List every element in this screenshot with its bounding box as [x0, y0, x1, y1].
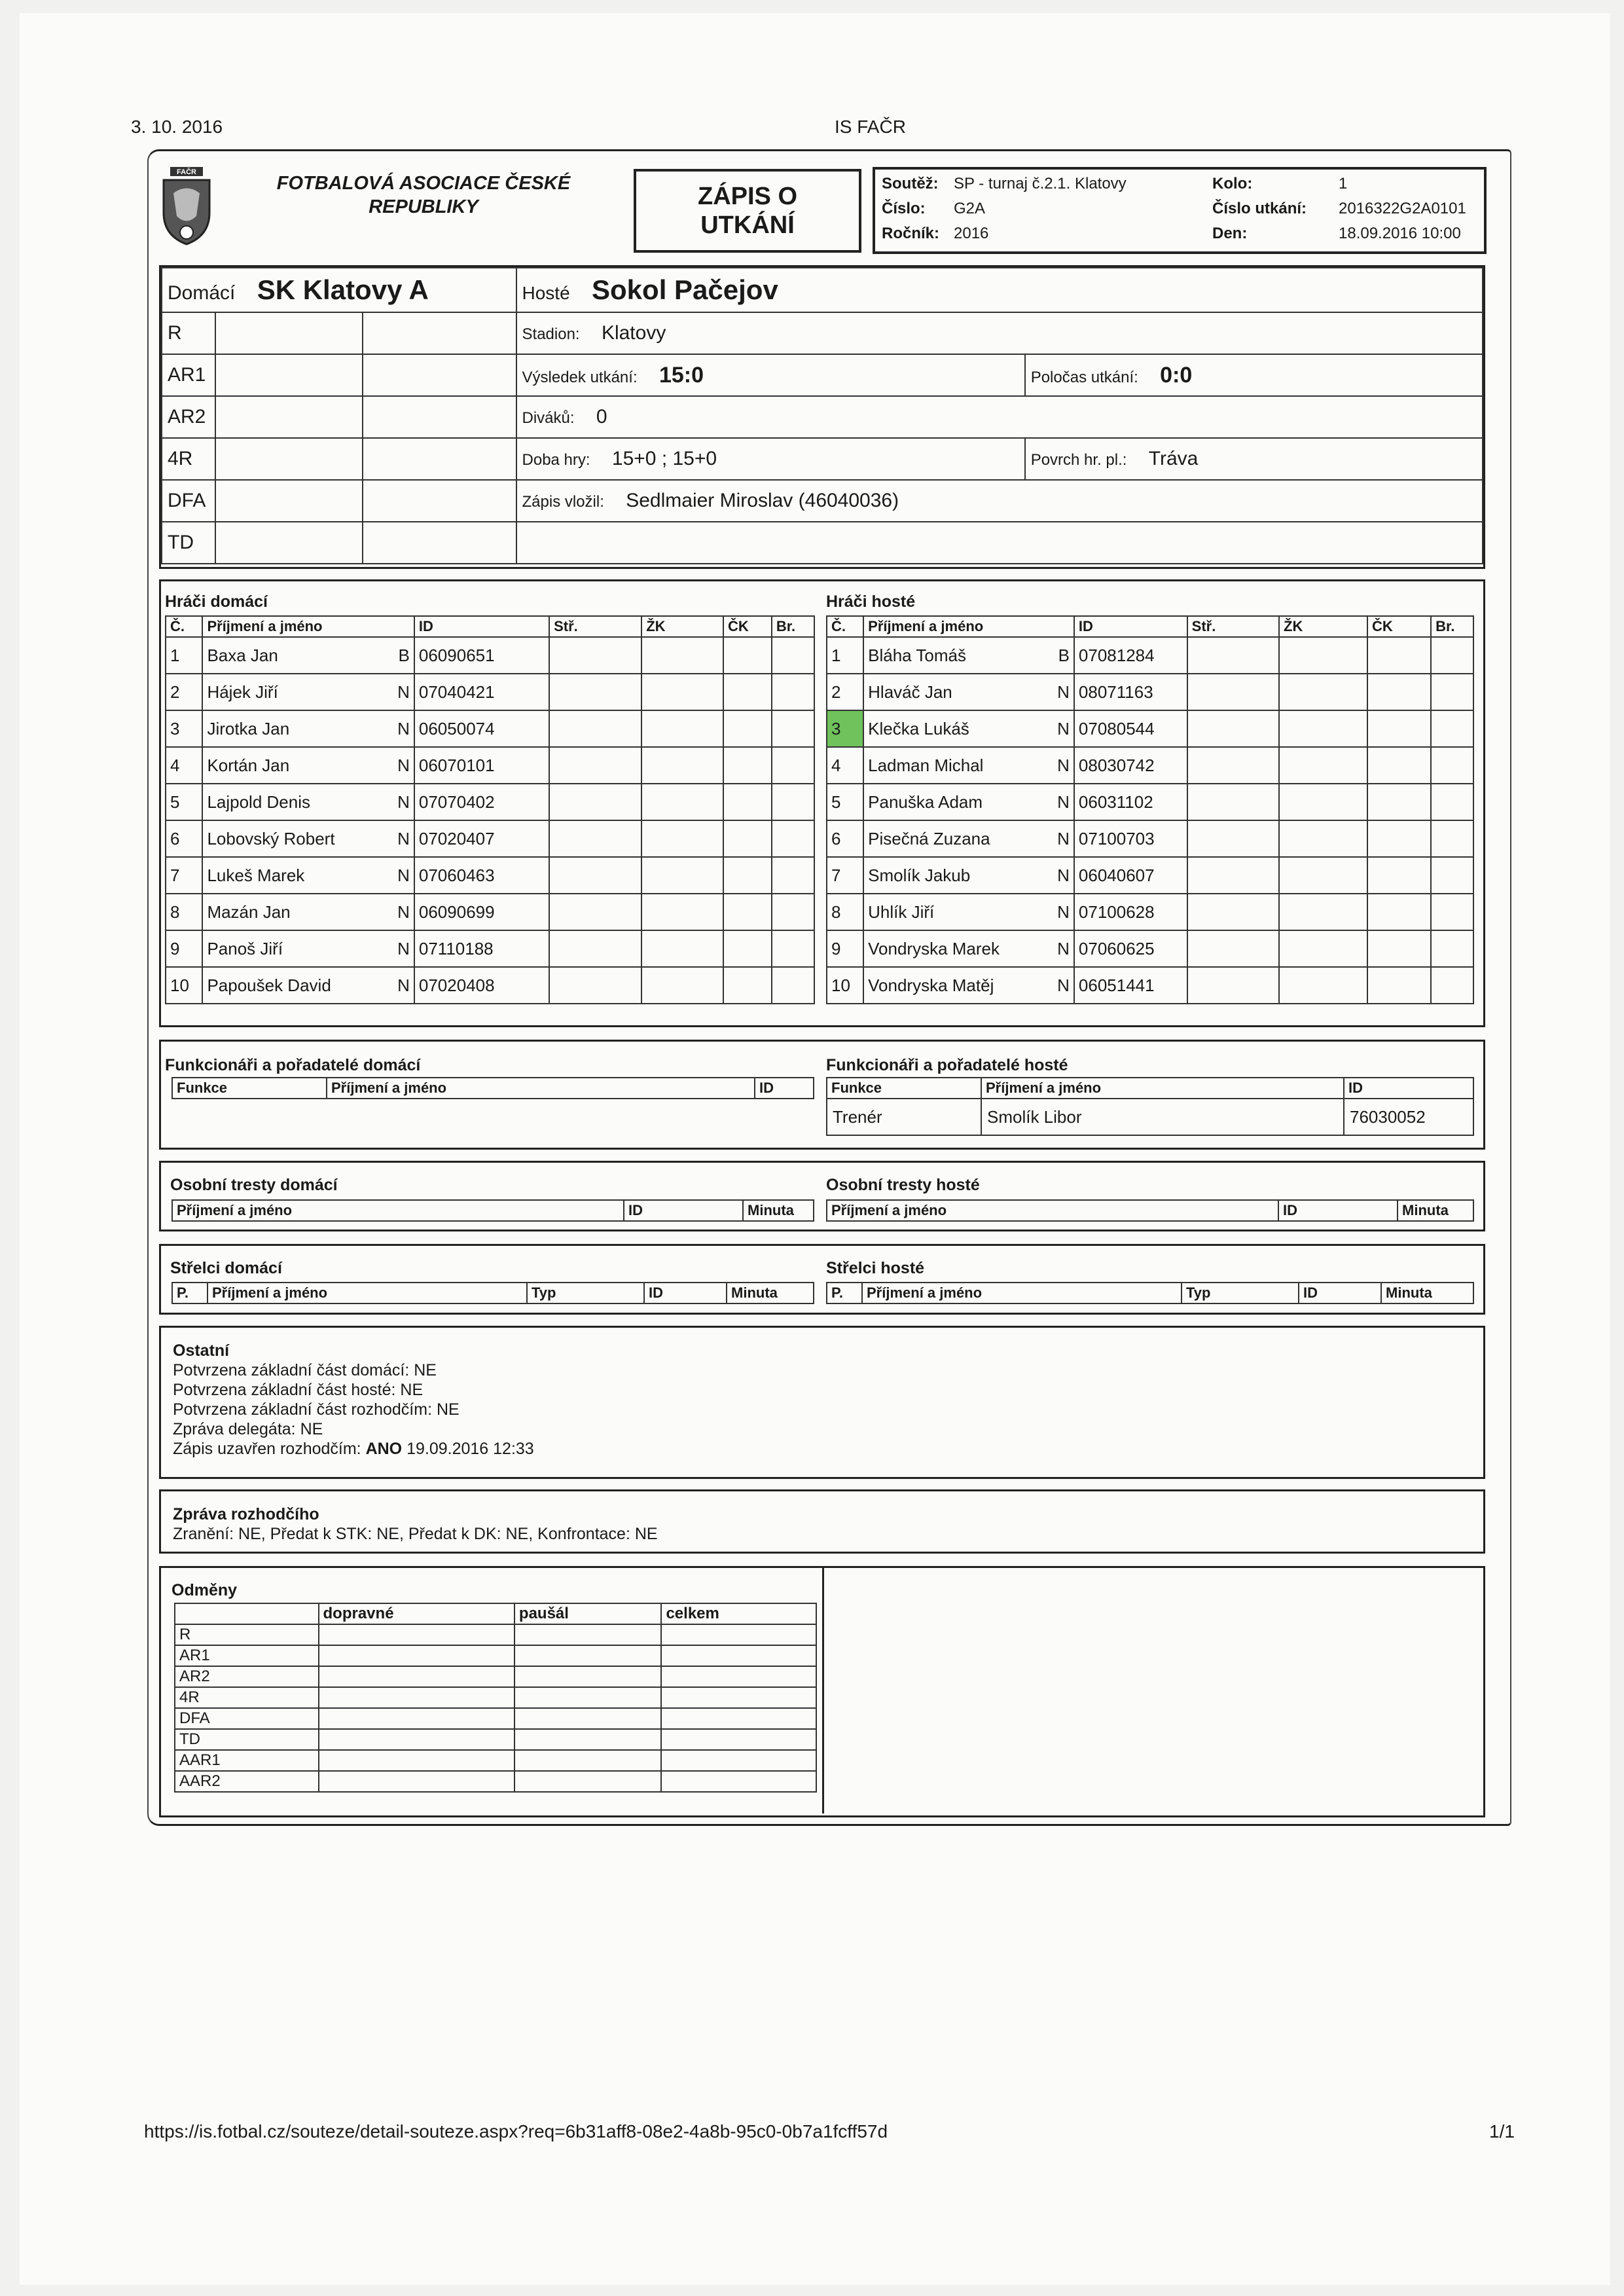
- print-date: 3. 10. 2016: [131, 117, 223, 137]
- player-number: 4: [166, 747, 202, 784]
- col-id: ID: [1074, 616, 1187, 637]
- player-row: [166, 747, 814, 784]
- den-value: 18.09.2016 10:00: [1339, 225, 1461, 242]
- other-title: Ostatní: [173, 1341, 230, 1360]
- home-players-title: Hráči domácí: [165, 592, 268, 611]
- player-number: 7: [166, 857, 202, 894]
- system-name: IS FAČR: [835, 117, 906, 137]
- player-row: [166, 820, 814, 857]
- player-id: 07080544: [1074, 710, 1187, 747]
- player-id: 07020408: [414, 967, 549, 1004]
- competition-meta: [873, 167, 1487, 254]
- col-id: ID: [1299, 1283, 1381, 1303]
- report-title-box: [634, 169, 861, 253]
- player-name: [202, 967, 414, 1004]
- player-name-text: Klečka Lukáš: [868, 718, 969, 738]
- col-cislo: Č.: [166, 616, 202, 637]
- away-functionary-name: Smolík Libor: [981, 1099, 1344, 1135]
- player-name: [202, 710, 414, 747]
- home-team-name: SK Klatovy A: [257, 274, 429, 305]
- player-row: [827, 967, 1473, 1004]
- fees-row-label: TD: [175, 1729, 319, 1750]
- player-flag: N: [1057, 938, 1070, 958]
- official-label-td: TD: [162, 522, 215, 564]
- domaci-label: Domácí: [168, 282, 236, 304]
- player-name-text: Mazán Jan: [207, 902, 291, 922]
- player-name-text: Bláha Tomáš: [868, 645, 966, 665]
- fees-row-label: AR2: [175, 1666, 319, 1687]
- player-id: 07020407: [414, 820, 549, 857]
- player-name: [863, 967, 1074, 1004]
- player-name: [202, 857, 414, 894]
- player-id: 07081284: [1074, 637, 1187, 674]
- col-ck: ČK: [1367, 616, 1431, 637]
- closed-date: 19.09.2016 12:33: [402, 1440, 534, 1458]
- referee-report-title: Zpráva rozhodčího: [173, 1505, 319, 1523]
- col-funkce: Funkce: [827, 1078, 981, 1099]
- other-line-1: Potvrzena základní část domácí: NE: [173, 1361, 437, 1379]
- divaku-label: Diváků:: [522, 409, 575, 427]
- col-id: ID: [644, 1283, 727, 1303]
- player-flag: N: [397, 938, 410, 958]
- col-minuta: Minuta: [1398, 1200, 1473, 1221]
- col-ck: ČK: [723, 616, 772, 637]
- den-label: Den:: [1212, 225, 1248, 242]
- player-row: [166, 637, 814, 674]
- match-info-table: [161, 267, 1483, 564]
- player-number: 3: [827, 710, 863, 747]
- fees-row: [175, 1624, 816, 1645]
- player-id: 06031102: [1074, 784, 1187, 820]
- player-id: 07060625: [1074, 930, 1187, 967]
- player-flag: N: [397, 718, 410, 738]
- col-p: P.: [172, 1283, 208, 1303]
- player-id: 06090699: [414, 894, 549, 930]
- player-number: 10: [827, 967, 863, 1004]
- closed-value: ANO: [365, 1440, 403, 1458]
- player-flag: N: [1057, 902, 1070, 922]
- col-typ: Typ: [1182, 1283, 1299, 1303]
- col-br: Br.: [1431, 616, 1473, 637]
- col-name: Příjmení a jméno: [172, 1200, 624, 1221]
- cislo-value: G2A: [954, 200, 986, 217]
- col-zk: ŽK: [1279, 616, 1367, 637]
- zapis-label: Zápis vložil:: [522, 493, 604, 511]
- fees-row: [175, 1645, 816, 1666]
- player-number: 5: [166, 784, 202, 820]
- player-flag: N: [397, 902, 410, 922]
- fees-row-label: R: [175, 1624, 319, 1645]
- player-row: [166, 710, 814, 747]
- povrch-label: Povrch hr. pl.:: [1030, 451, 1127, 469]
- player-row: [166, 857, 814, 894]
- player-flag: N: [397, 755, 410, 775]
- player-name-text: Papoušek David: [207, 975, 331, 995]
- official-label-ar2: AR2: [162, 396, 215, 438]
- player-id: 08071163: [1074, 674, 1187, 710]
- player-name-text: Uhlík Jiří: [868, 902, 935, 922]
- home-players-table: [165, 615, 815, 1004]
- player-row: [827, 710, 1473, 747]
- referee-report-box: [159, 1489, 1485, 1554]
- player-name: [863, 784, 1074, 820]
- rocnik-label: Ročník:: [882, 225, 940, 242]
- col-name: Příjmení a jméno: [208, 1283, 527, 1303]
- col-minuta: Minuta: [1381, 1283, 1473, 1303]
- col-str: Stř.: [549, 616, 641, 637]
- player-number: 3: [166, 710, 202, 747]
- fees-table: [174, 1603, 817, 1793]
- player-row: [166, 930, 814, 967]
- player-flag: N: [1057, 828, 1070, 848]
- player-flag: N: [1057, 718, 1070, 738]
- player-row: [827, 747, 1473, 784]
- association-name-line2: REPUBLIKY: [369, 196, 478, 217]
- polocas-label: Poločas utkání:: [1030, 368, 1138, 386]
- home-functionaries-table: [171, 1077, 814, 1099]
- stadion-label: Stadion:: [522, 325, 580, 343]
- player-name: [202, 930, 414, 967]
- closed-prefix: Zápis uzavřen rozhodčím:: [173, 1440, 366, 1458]
- home-scorers-table: [171, 1282, 814, 1304]
- player-number: 8: [827, 894, 863, 930]
- player-flag: N: [1057, 792, 1070, 812]
- away-penalties-title: Osobní tresty hosté: [826, 1176, 980, 1194]
- player-name: [202, 637, 414, 674]
- player-number: 1: [827, 637, 863, 674]
- col-id: ID: [1344, 1078, 1473, 1099]
- player-id: 07060463: [414, 857, 549, 894]
- player-id: 07100703: [1074, 820, 1187, 857]
- fees-row-label: AAR2: [175, 1771, 319, 1792]
- player-flag: N: [397, 828, 410, 848]
- player-flag: N: [397, 865, 410, 885]
- player-flag: N: [1057, 865, 1070, 885]
- footer-url: https://is.fotbal.cz/souteze/detail-souteze.aspx?req=6b31aff8-08e2-4a8b-95c0-0b7a1fcff57d: [144, 2121, 888, 2141]
- player-name: [202, 747, 414, 784]
- cislo-label: Číslo:: [882, 200, 926, 217]
- away-players-title: Hráči hosté: [826, 592, 916, 611]
- stadion-value: Klatovy: [601, 322, 666, 344]
- kolo-value: 1: [1339, 175, 1348, 192]
- col-name: Příjmení a jméno: [202, 616, 414, 637]
- soutez-label: Soutěž:: [882, 175, 939, 192]
- player-flag: N: [397, 975, 410, 995]
- home-penalties-table: [171, 1199, 814, 1222]
- col-p: P.: [827, 1283, 862, 1303]
- player-flag: N: [1057, 682, 1070, 702]
- fees-row: [175, 1729, 816, 1750]
- surface-value: Tráva: [1148, 448, 1199, 469]
- halftime-value: 0:0: [1160, 362, 1193, 388]
- cislo-utkani-value: 2016322G2A0101: [1339, 200, 1466, 217]
- other-line-3: Potvrzena základní část rozhodčím: NE: [173, 1400, 460, 1419]
- player-name-text: Panoš Jiří: [207, 938, 283, 958]
- official-label-ar1: AR1: [162, 354, 215, 396]
- fees-row: [175, 1771, 816, 1792]
- player-name: [863, 637, 1074, 674]
- player-row: [166, 674, 814, 710]
- hoste-label: Hosté: [522, 283, 570, 303]
- vysledek-label: Výsledek utkání:: [522, 368, 638, 386]
- fees-col-pausal: paušál: [514, 1603, 662, 1624]
- fees-row-label: 4R: [175, 1687, 319, 1708]
- home-scorers-title: Střelci domácí: [170, 1259, 282, 1277]
- player-number: 8: [166, 894, 202, 930]
- col-name: Příjmení a jméno: [862, 1283, 1182, 1303]
- player-name-text: Jirotka Jan: [207, 718, 290, 738]
- report-title-line2: UTKÁNÍ: [700, 211, 795, 239]
- away-functionary-id: 76030052: [1344, 1099, 1473, 1135]
- player-id: 07100628: [1074, 894, 1187, 930]
- player-id: 07040421: [414, 674, 549, 710]
- player-name-text: Smolík Jakub: [868, 865, 971, 885]
- away-players-table: [826, 615, 1474, 1004]
- player-number: 4: [827, 747, 863, 784]
- home-penalties-title: Osobní tresty domácí: [170, 1176, 338, 1194]
- col-name: Příjmení a jméno: [327, 1078, 755, 1099]
- association-name-line1: FOTBALOVÁ ASOCIACE ČESKÉ: [276, 173, 571, 194]
- player-row: [166, 967, 814, 1004]
- away-scorers-table: [826, 1282, 1474, 1304]
- player-row: [166, 784, 814, 820]
- other-line-4: Zpráva delegáta: NE: [173, 1420, 323, 1438]
- player-name-text: Pisečná Zuzana: [868, 828, 990, 848]
- player-number: 6: [166, 820, 202, 857]
- rocnik-value: 2016: [954, 225, 989, 242]
- referee-report-text: Zranění: NE, Předat k STK: NE, Předat k DK: NE, Konfrontace: NE: [173, 1525, 658, 1543]
- player-name: [863, 930, 1074, 967]
- player-name: [202, 784, 414, 820]
- fees-row-label: AR1: [175, 1645, 319, 1666]
- col-zk: ŽK: [641, 616, 723, 637]
- spectators-value: 0: [596, 406, 607, 428]
- player-flag: N: [397, 792, 410, 812]
- player-id: 06050074: [414, 710, 549, 747]
- player-row: [827, 820, 1473, 857]
- association-name: [257, 172, 590, 219]
- col-id: ID: [1278, 1200, 1398, 1221]
- official-label-dfa: DFA: [162, 480, 215, 522]
- other-line-2: Potvrzena základní část hosté: NE: [173, 1381, 424, 1399]
- player-name: [863, 857, 1074, 894]
- player-name-text: Lobovský Robert: [207, 828, 335, 848]
- player-name-text: Panuška Adam: [868, 792, 983, 812]
- player-id: 06070101: [414, 747, 549, 784]
- away-scorers-title: Střelci hosté: [826, 1259, 925, 1277]
- soutez-value: SP - turnaj č.2.1. Klatovy: [954, 175, 1127, 192]
- facr-logo-icon: [157, 167, 216, 246]
- col-name: Příjmení a jméno: [863, 616, 1074, 637]
- kolo-label: Kolo:: [1212, 175, 1253, 192]
- player-name: [863, 820, 1074, 857]
- player-flag: N: [397, 682, 410, 702]
- player-id: 06040607: [1074, 857, 1187, 894]
- player-row: [827, 894, 1473, 930]
- col-typ: Typ: [527, 1283, 644, 1303]
- player-id: 06090651: [414, 637, 549, 674]
- player-id: 07070402: [414, 784, 549, 820]
- player-number: 10: [166, 967, 202, 1004]
- page-number: 1/1: [1489, 2121, 1515, 2141]
- player-number: 9: [827, 930, 863, 967]
- player-name-text: Lukeš Marek: [207, 865, 305, 885]
- away-team-name: Sokol Pačejov: [592, 274, 778, 305]
- player-number: 5: [827, 784, 863, 820]
- player-name: [202, 674, 414, 710]
- away-functionaries-table: [826, 1077, 1474, 1136]
- entered-by-value: Sedlmaier Miroslav (46040036): [626, 490, 899, 511]
- player-row: [166, 894, 814, 930]
- player-name-text: Hlaváč Jan: [868, 682, 952, 702]
- col-cislo: Č.: [827, 616, 863, 637]
- col-name: Příjmení a jméno: [981, 1078, 1344, 1099]
- official-label-r: R: [162, 312, 215, 354]
- player-row: [827, 637, 1473, 674]
- fees-row-label: DFA: [175, 1708, 319, 1729]
- player-name-text: Ladman Michal: [868, 755, 984, 775]
- player-id: 06051441: [1074, 967, 1187, 1004]
- player-row: [827, 784, 1473, 820]
- col-id: ID: [414, 616, 549, 637]
- player-name: [863, 894, 1074, 930]
- col-id: ID: [755, 1078, 814, 1099]
- fees-title: Odměny: [171, 1581, 238, 1599]
- fees-row: [175, 1708, 816, 1729]
- col-funkce: Funkce: [172, 1078, 327, 1099]
- official-label-4r: 4R: [162, 438, 215, 480]
- player-name: [202, 894, 414, 930]
- other-box: [159, 1326, 1485, 1479]
- player-name-text: Lajpold Denis: [207, 792, 310, 812]
- fees-row: [175, 1666, 816, 1687]
- away-penalties-table: [826, 1199, 1474, 1222]
- player-number: 9: [166, 930, 202, 967]
- player-number: 2: [166, 674, 202, 710]
- col-minuta: Minuta: [743, 1200, 814, 1221]
- player-number: 1: [166, 637, 202, 674]
- player-flag: N: [1057, 975, 1070, 995]
- result-value: 15:0: [659, 362, 704, 388]
- player-row: [827, 930, 1473, 967]
- player-name: [863, 747, 1074, 784]
- cislo-utkani-label: Číslo utkání:: [1212, 200, 1307, 217]
- col-name: Příjmení a jméno: [827, 1200, 1278, 1221]
- match-info-box: [159, 265, 1485, 569]
- player-flag: N: [1057, 755, 1070, 775]
- fees-row-label: AAR1: [175, 1750, 319, 1771]
- player-name-text: Vondryska Marek: [868, 938, 1000, 958]
- player-flag: B: [398, 645, 410, 665]
- col-minuta: Minuta: [727, 1283, 814, 1303]
- fees-row: [175, 1687, 816, 1708]
- fees-row: [175, 1750, 816, 1771]
- player-name: [863, 674, 1074, 710]
- player-name: [202, 820, 414, 857]
- player-name-text: Baxa Jan: [207, 645, 278, 665]
- player-number: 7: [827, 857, 863, 894]
- fees-divider: [822, 1566, 824, 1813]
- player-flag: B: [1058, 645, 1070, 665]
- report-title-line1: ZÁPIS O: [697, 183, 798, 210]
- playtime-value: 15+0 ; 15+0: [611, 448, 717, 469]
- player-row: [827, 674, 1473, 710]
- player-row: [827, 857, 1473, 894]
- player-number: 6: [827, 820, 863, 857]
- col-id: ID: [624, 1200, 743, 1221]
- col-str: Stř.: [1187, 616, 1279, 637]
- fees-col-dopravne: dopravné: [319, 1603, 514, 1624]
- col-br: Br.: [772, 616, 814, 637]
- logo-lettering: FAČR: [177, 168, 196, 176]
- away-functionary-role: Trenér: [827, 1099, 981, 1135]
- doba-label: Doba hry:: [522, 451, 590, 469]
- player-name-text: Hájek Jiří: [207, 682, 278, 702]
- player-name-text: Kortán Jan: [207, 755, 290, 775]
- player-name-text: Vondryska Matěj: [868, 975, 994, 995]
- player-id: 07110188: [414, 930, 549, 967]
- player-number: 2: [827, 674, 863, 710]
- player-name: [863, 710, 1074, 747]
- home-functionaries-title: Funkcionáři a pořadatelé domácí: [165, 1056, 421, 1074]
- player-id: 08030742: [1074, 747, 1187, 784]
- away-functionaries-title: Funkcionáři a pořadatelé hosté: [826, 1056, 1068, 1074]
- fees-col-celkem: celkem: [661, 1603, 816, 1624]
